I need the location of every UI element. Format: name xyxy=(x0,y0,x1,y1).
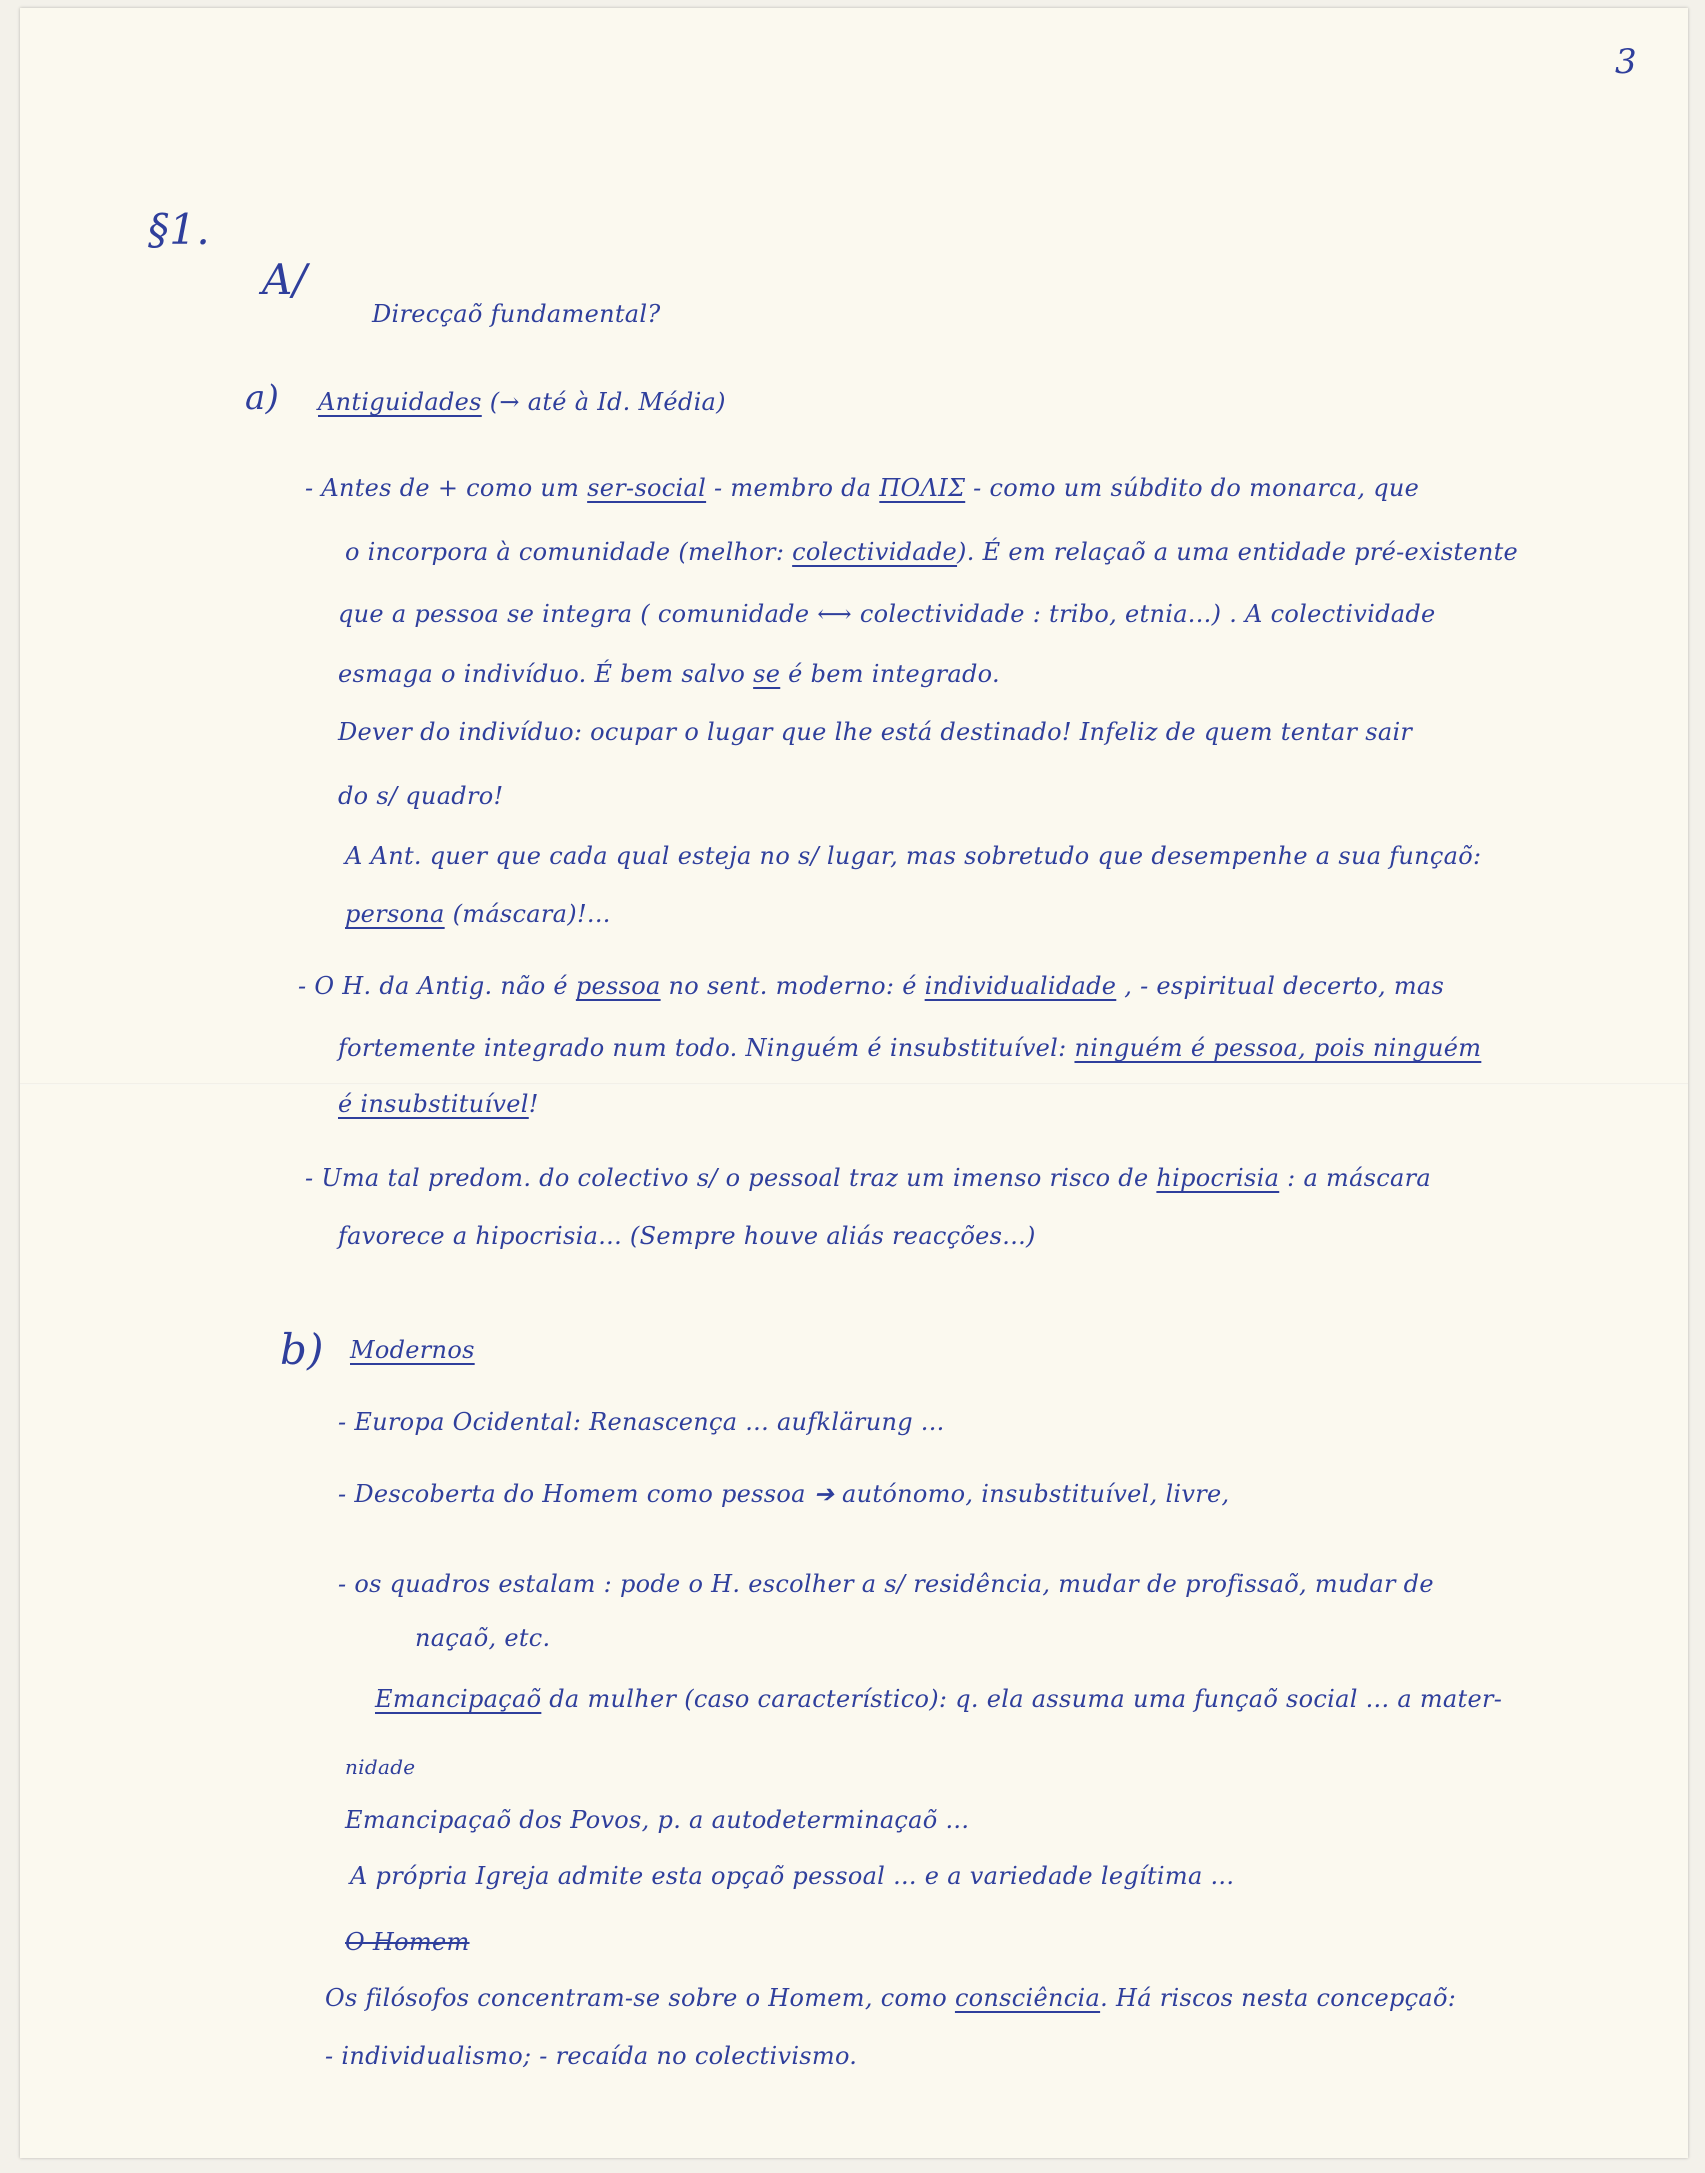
text-line: do s/ quadro! xyxy=(338,782,504,810)
text-line: o incorpora à comunidade (melhor: colectividade). É em relaçaõ a uma entidade pré-existente xyxy=(345,538,1519,566)
text-line: Os filósofos concentram-se sobre o Homem, como consciência. Há riscos nesta concepçaõ: xyxy=(325,1984,1457,2012)
text-line: Dever do indivíduo: ocupar o lugar que lhe está destinado! Infeliz de quem tentar sair xyxy=(338,718,1413,746)
text-line: - os quadros estalam : pode o H. escolher a s/ residência, mudar de profissaõ, mudar de xyxy=(338,1570,1434,1598)
text-line: Emancipaçaõ dos Povos, p. a autodeterminaçaõ ... xyxy=(345,1806,970,1834)
page-number: 3 xyxy=(1615,42,1637,82)
text-line: é insubstituível! xyxy=(338,1090,539,1118)
text-line: - Europa Ocidental: Renascença ... aufklärung ... xyxy=(338,1408,945,1436)
text-line: naçaõ, etc. xyxy=(415,1624,551,1652)
text-line: - individualismo; - recaída no colectivismo. xyxy=(325,2042,858,2070)
part-a-marker: A/ xyxy=(262,255,308,304)
text-line: nidade xyxy=(345,1755,416,1779)
text-line: - Antes de + como um ser-social - membro da ΠΟΛΙΣ - como um súbdito do monarca, que xyxy=(305,474,1420,502)
sub-b-heading: Modernos xyxy=(350,1336,475,1364)
text-line: - Uma tal predom. do colectivo s/ o pessoal traz um imenso risco de hipocrisia : a máscara xyxy=(305,1164,1432,1192)
sub-a-heading: Antiguidades (→ até à Id. Média) xyxy=(318,388,726,416)
section-heading: §1. xyxy=(148,205,210,254)
text-line: persona (máscara)!... xyxy=(345,900,611,928)
part-a-question: Direcçaõ fundamental? xyxy=(372,300,661,328)
page-fold xyxy=(20,1083,1688,1085)
text-line: esmaga o indivíduo. É bem salvo se é bem integrado. xyxy=(338,660,1000,688)
struck-text: O Homem xyxy=(345,1928,470,1956)
sub-a-label: a) xyxy=(245,378,280,418)
text-line: favorece a hipocrisia... (Sempre houve aliás reacções...) xyxy=(338,1222,1036,1250)
text-line: fortemente integrado num todo. Ninguém é insubstituível: ninguém é pessoa, pois ninguém xyxy=(338,1034,1482,1062)
text-line: que a pessoa se integra ( comunidade ⟷ colectividade : tribo, etnia...) . A colectividade xyxy=(338,600,1436,628)
text-line: Emancipaçaõ da mulher (caso característico): q. ela assuma uma funçaõ social ... a mater- xyxy=(375,1685,1503,1713)
text-line: - O H. da Antig. não é pessoa no sent. moderno: é individualidade , - espiritual decerto, mas xyxy=(298,972,1445,1000)
text-line: - Descoberta do Homem como pessoa ➔ autónomo, insubstituível, livre, xyxy=(338,1480,1230,1508)
text-line: A própria Igreja admite esta opçaõ pessoal ... e a variedade legítima ... xyxy=(350,1862,1235,1890)
text-line: A Ant. quer que cada qual esteja no s/ lugar, mas sobretudo que desempenhe a sua funçaõ: xyxy=(345,842,1482,870)
sub-b-label: b) xyxy=(280,1325,324,1374)
